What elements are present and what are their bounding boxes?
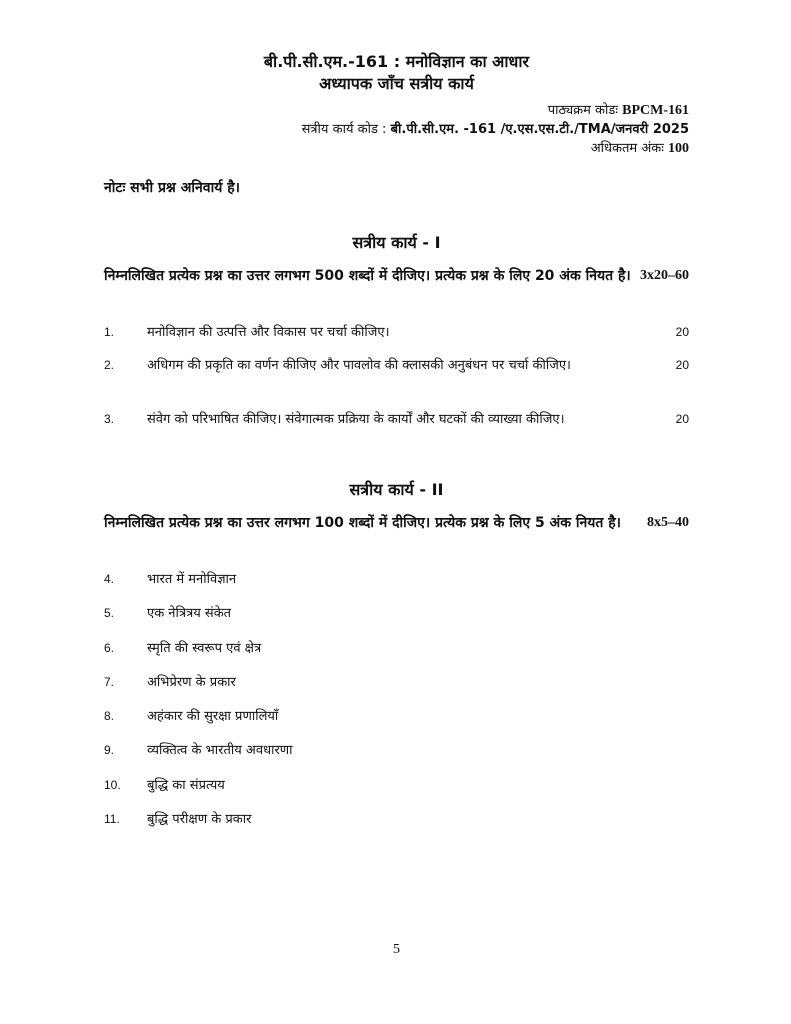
document-title: बी.पी.सी.एम.-161 : मनोविज्ञान का आधार bbox=[263, 52, 530, 71]
question-item bbox=[104, 776, 689, 810]
question-text: मनोविज्ञान की उत्पत्ति और विकास पर चर्चा कीजिए। bbox=[147, 325, 390, 340]
question-item bbox=[104, 570, 689, 604]
section-1-total-marks: 3x20–60 bbox=[640, 268, 689, 283]
question-number: 8. bbox=[104, 709, 115, 724]
max-marks-line bbox=[104, 139, 689, 158]
assignment-code-value: बी.पी.सी.एम. -161 /ए.एस.एस.टी./TMA/जनवरी 2025 bbox=[390, 122, 689, 137]
question-text: स्मृति की स्वरूप एवं क्षेत्र bbox=[147, 640, 262, 656]
course-code-label: पाठ्यक्रम कोडः bbox=[547, 103, 618, 118]
assignment-code-line bbox=[104, 120, 689, 139]
section-2-heading: सत्रीय कार्य - II bbox=[349, 480, 444, 499]
section-2-instruction bbox=[104, 512, 689, 534]
question-text: बुद्धि का संप्रत्यय bbox=[147, 777, 225, 793]
question-item bbox=[104, 410, 689, 429]
question-marks: 20 bbox=[675, 412, 689, 426]
question-item bbox=[104, 673, 689, 707]
short-question-list bbox=[104, 570, 689, 844]
section-2-instruction-text: निम्नलिखित प्रत्येक प्रश्न का उत्तर लगभग 100 शब्दों में दीजिए। प्रत्येक प्रश्न के लिए 5 अंक नियत है। bbox=[104, 515, 621, 531]
question-number: 11. bbox=[104, 812, 120, 827]
question-text: संवेग को परिभाषित कीजिए। संवेगात्मक प्रक्रिया के कार्यों और घटकों की व्याख्या कीजिए। bbox=[147, 412, 565, 427]
document-subtitle: अध्यापक जाँच सत्रीय कार्य bbox=[319, 74, 474, 93]
question-number: 5. bbox=[104, 606, 115, 621]
question-item bbox=[104, 356, 689, 375]
page-number: 5 bbox=[393, 942, 400, 957]
question-number: 10. bbox=[104, 777, 121, 792]
max-marks-value: 100 bbox=[668, 141, 689, 156]
max-marks-label: अधिकतम अंकः bbox=[590, 141, 664, 156]
question-number: 6. bbox=[104, 640, 115, 655]
question-text: बुद्धि परीक्षण के प्रकार bbox=[147, 812, 252, 828]
question-text: अहंकार की सुरक्षा प्रणालियाँ bbox=[147, 709, 279, 725]
question-text: भारत में मनोविज्ञान bbox=[147, 572, 237, 587]
assignment-code-label: सत्रीय कार्य कोड : bbox=[301, 122, 387, 137]
question-number: 1. bbox=[104, 325, 115, 339]
question-number: 7. bbox=[104, 674, 115, 689]
question-item bbox=[104, 707, 689, 741]
question-item bbox=[104, 639, 689, 673]
assignment-meta bbox=[104, 101, 689, 158]
section-1-instruction-text: निम्नलिखित प्रत्येक प्रश्न का उत्तर लगभग 500 शब्दों में दीजिए। प्रत्येक प्रश्न के लिए 20 अंक नियत है। bbox=[104, 268, 631, 284]
question-text: अधिगम की प्रकृति का वर्णन कीजिए और पावलोव की क्लासकी अनुबंधन पर चर्चा कीजिए। bbox=[147, 358, 571, 373]
question-number: 4. bbox=[104, 572, 115, 586]
question-marks: 20 bbox=[675, 325, 689, 339]
section-1-instruction bbox=[104, 265, 689, 287]
course-code-value: BPCM-161 bbox=[622, 103, 689, 118]
question-marks: 20 bbox=[675, 358, 689, 372]
question-text: एक नेत्रित्रय संकेत bbox=[147, 606, 232, 622]
question-number: 3. bbox=[104, 412, 115, 426]
question-item bbox=[104, 323, 689, 342]
question-text: व्यक्तित्व के भारतीय अवधारणा bbox=[147, 743, 293, 759]
note-text: नोटः सभी प्रश्न अनिवार्य है। bbox=[104, 180, 240, 196]
question-text: अभिप्रेरण के प्रकार bbox=[147, 674, 236, 690]
question-item bbox=[104, 810, 689, 844]
question-item bbox=[104, 741, 689, 775]
question-number: 2. bbox=[104, 358, 115, 372]
question-item bbox=[104, 604, 689, 638]
course-code-line bbox=[104, 101, 689, 120]
question-number: 9. bbox=[104, 743, 115, 758]
section-1-heading: सत्रीय कार्य - I bbox=[352, 233, 441, 252]
section-2-total-marks: 8x5–40 bbox=[647, 515, 689, 530]
